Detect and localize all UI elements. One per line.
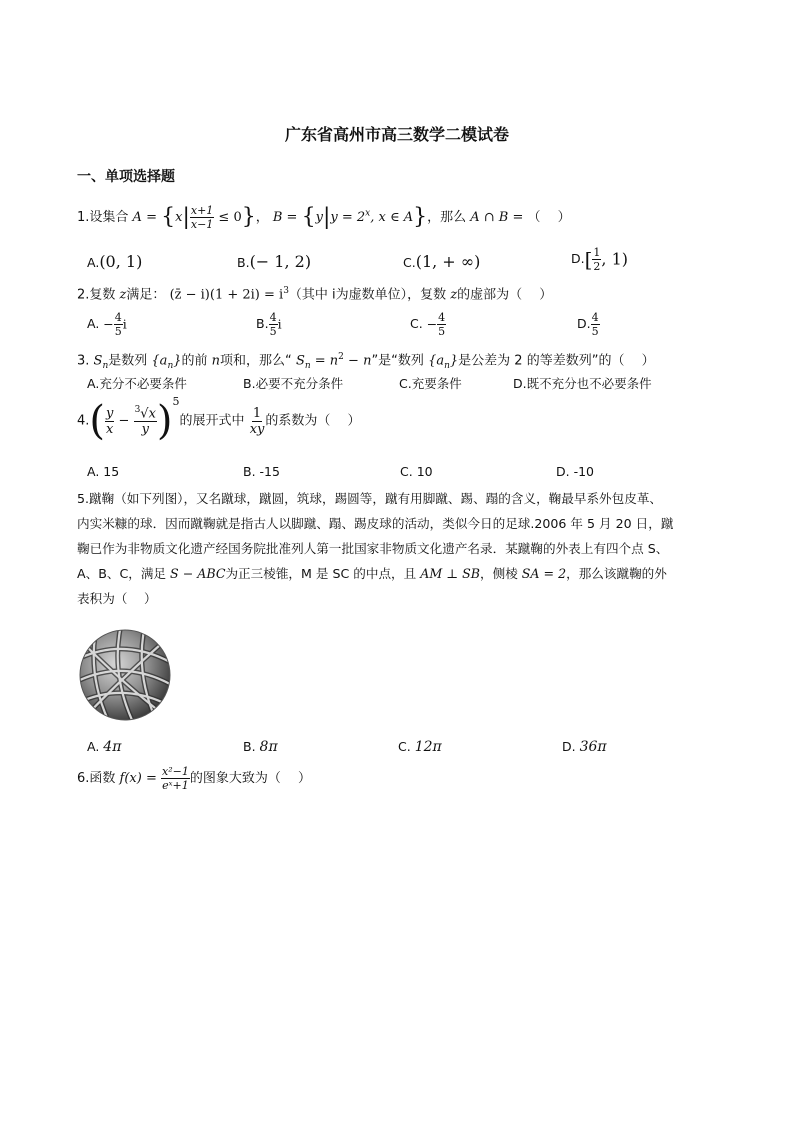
frac-num: 1 bbox=[593, 246, 601, 259]
q5-option-b bbox=[243, 740, 278, 754]
frac-num: 4 bbox=[114, 311, 122, 324]
option-fraction bbox=[591, 312, 600, 337]
question-1 bbox=[77, 205, 571, 230]
option-label: D. bbox=[513, 376, 527, 391]
frac-den: xy bbox=[249, 421, 265, 437]
question-6 bbox=[77, 766, 311, 791]
q1-set-b-eq: y = 2 bbox=[330, 210, 366, 225]
q1-b-brace-close: } bbox=[413, 204, 428, 230]
q6-function: f(x) = bbox=[119, 771, 161, 786]
q5-text-d: ，那么该蹴鞠的外 bbox=[566, 566, 667, 581]
frac-num bbox=[134, 406, 157, 422]
option-text: 10 bbox=[416, 464, 433, 479]
frac-num: y bbox=[106, 405, 114, 421]
option-expr: 8π bbox=[259, 739, 278, 755]
q3-an-2-sub: n bbox=[444, 360, 450, 371]
q3-an-2: {a bbox=[428, 353, 445, 369]
option-expr: , 1) bbox=[601, 249, 629, 269]
q3-eq-sub: n bbox=[304, 360, 311, 371]
option-fraction bbox=[437, 312, 446, 337]
option-expr: 4π bbox=[103, 739, 122, 755]
q2-equation: (z̄ − i)(1 + 2i) = i bbox=[169, 287, 284, 303]
q4-minus: − bbox=[118, 413, 130, 429]
option-label: B. bbox=[256, 316, 269, 331]
option-label: A. bbox=[87, 255, 100, 270]
q4-paren-open: ( bbox=[89, 398, 106, 444]
option-unit: i bbox=[122, 316, 127, 332]
q1-set-a-cond: ≤ 0 bbox=[218, 210, 242, 225]
q4-option-c bbox=[400, 466, 433, 479]
option-label: B. bbox=[243, 739, 256, 754]
q1-option-b bbox=[237, 254, 311, 270]
q5-text-b: 为正三棱锥，M 是 SC 的中点，且 bbox=[225, 566, 417, 581]
q5-edge: SA = 2 bbox=[521, 566, 567, 581]
q6-number: 6.函数 bbox=[77, 771, 116, 786]
option-text: 充分不必要条件 bbox=[99, 376, 187, 391]
q1-brace-open: { bbox=[161, 204, 176, 230]
option-bracket: [ bbox=[584, 247, 593, 272]
cuju-ball-image bbox=[78, 628, 172, 722]
option-label: C. bbox=[399, 376, 412, 391]
q1-brace-close: } bbox=[241, 204, 256, 230]
question-2 bbox=[77, 287, 552, 301]
option-expr: 12π bbox=[414, 739, 442, 755]
q6-text: 的图象大致为（ ） bbox=[189, 771, 311, 786]
option-text: 充要条件 bbox=[411, 376, 462, 391]
q5-line-3: 鞠已作为非物质文化遗产经国务院批准列人第一批国家非物质文化遗产名录．某蹴鞠的外表上有四个点 S、 bbox=[77, 541, 669, 556]
q1-set-b-lhs: B = bbox=[272, 210, 302, 225]
frac-num: 4 bbox=[591, 311, 599, 324]
q1-sep: ， bbox=[255, 210, 269, 225]
q4-number: 4. bbox=[77, 413, 90, 429]
option-label: A. bbox=[87, 739, 100, 754]
frac-num: x²−1 bbox=[162, 765, 189, 778]
option-text: 必要不充分条件 bbox=[255, 376, 344, 391]
q3-option-d bbox=[513, 378, 652, 391]
frac-den: 5 bbox=[269, 325, 277, 338]
q3-number: 3. bbox=[77, 353, 90, 369]
option-label: D. bbox=[571, 251, 585, 266]
q5-option-d bbox=[562, 740, 607, 754]
q1-set-a-lhs: A = bbox=[132, 210, 162, 225]
option-label: A. bbox=[87, 464, 100, 479]
q2-number: 2.复数 bbox=[77, 287, 116, 303]
q4-text-1: 的展开式中 bbox=[179, 413, 245, 429]
q3-n: n bbox=[211, 353, 221, 369]
q3-text-1: 是数列 bbox=[108, 353, 148, 369]
page-title: 广东省高州市高三数学二模试卷 bbox=[284, 125, 509, 144]
section-heading: 一、单项选择题 bbox=[77, 169, 175, 185]
option-label: D. bbox=[556, 464, 570, 479]
q2-option-a bbox=[87, 312, 127, 337]
option-label: D. bbox=[577, 316, 591, 331]
q5-text-c: ，侧棱 bbox=[480, 566, 518, 581]
option-label: C. bbox=[400, 464, 413, 479]
q3-an-sub: n bbox=[167, 360, 174, 371]
q2-option-c bbox=[410, 312, 446, 337]
q3-sn: S bbox=[93, 353, 103, 369]
option-label: B. bbox=[237, 255, 250, 270]
option-text: -10 bbox=[573, 464, 595, 479]
q2-eq-exp: 3 bbox=[283, 286, 289, 296]
q5-text-a: A、B、C，满足 bbox=[77, 566, 167, 581]
q2-text-1: 满足： bbox=[126, 287, 166, 303]
q1-option-a bbox=[87, 254, 142, 270]
q2-option-d bbox=[577, 312, 600, 337]
question-4 bbox=[77, 395, 361, 444]
q5-line-2: 内实米糠的球．因而蹴鞠就是指古人以脚蹴、蹋、踢皮球的活动，类似今日的足球.2006 年 5 月 20 日，蹴 bbox=[77, 516, 674, 531]
q4-fraction-3 bbox=[249, 407, 266, 436]
frac-den: 2 bbox=[593, 260, 601, 273]
q3-eq: S bbox=[295, 353, 305, 369]
q3-eq-rest: = n bbox=[310, 353, 339, 369]
option-label: C. bbox=[398, 739, 411, 754]
frac-den: x bbox=[106, 421, 114, 437]
option-expr: (− 1, 2) bbox=[249, 252, 312, 271]
q3-eq-exp: 2 bbox=[338, 352, 344, 362]
q1-answer-paren: （ ） bbox=[527, 210, 571, 225]
option-sign: − bbox=[426, 316, 438, 332]
q1-set-a-var: x bbox=[175, 210, 183, 225]
q3-text-4: ”是“数列 bbox=[371, 353, 424, 369]
q1-b-brace-open: { bbox=[301, 204, 316, 230]
q1-set-b-exp: x bbox=[365, 208, 371, 219]
q2-var-z: z bbox=[119, 287, 127, 303]
option-expr: (1, + ∞) bbox=[415, 252, 481, 271]
option-fraction bbox=[114, 312, 123, 337]
q3-eq-tail: − n bbox=[343, 353, 372, 369]
q3-an: {a bbox=[151, 353, 168, 369]
frac-den: 5 bbox=[591, 325, 599, 338]
frac-den: 5 bbox=[438, 325, 446, 338]
q2-text-3: 的虚部为（ ） bbox=[457, 287, 553, 303]
option-label: A. bbox=[87, 376, 100, 391]
question-3 bbox=[77, 353, 655, 371]
q4-root-index: 3 bbox=[134, 404, 141, 415]
q1-tail: ，那么 bbox=[427, 210, 467, 225]
option-unit: i bbox=[277, 316, 282, 332]
q3-sn-sub: n bbox=[102, 360, 109, 371]
q4-paren-close: ) bbox=[156, 398, 173, 444]
q4-fraction-1 bbox=[105, 407, 114, 436]
q1-set-b-tail: , x ∈ A bbox=[370, 210, 414, 225]
q1-set-b-var: y bbox=[315, 210, 323, 225]
q5-option-c bbox=[398, 740, 442, 754]
frac-den: y bbox=[141, 422, 149, 438]
q5-line-5: 表积为（ ） bbox=[77, 591, 157, 606]
q3-an-close: } bbox=[173, 353, 182, 369]
q1-frac-den: x−1 bbox=[190, 218, 214, 231]
q4-root-expr: √x bbox=[140, 406, 156, 422]
q1-number: 1.设集合 bbox=[77, 210, 129, 225]
option-expr: (0, 1) bbox=[99, 252, 143, 271]
q3-an-2-close: } bbox=[449, 353, 459, 369]
q3-text-2: 的前 bbox=[181, 353, 208, 369]
q2-var-z2: z bbox=[450, 287, 458, 303]
option-expr: 36π bbox=[579, 739, 607, 755]
q1-b-bar: | bbox=[322, 204, 331, 230]
q5-line-1: 5.蹴鞠（如下列图），又名蹴球，蹴圆，筑球，踢圆等，蹴有用脚蹴、踢、蹋的含义，鞠最早系外包皮革、 bbox=[77, 491, 663, 506]
q1-fraction bbox=[190, 205, 214, 230]
q2-text-2: （其中 i为虚数单位），复数 bbox=[288, 287, 447, 303]
q4-exponent: 5 bbox=[172, 395, 180, 409]
q3-text-3: 项和，那么“ bbox=[220, 353, 292, 369]
q1-option-c bbox=[403, 254, 480, 270]
option-label: D. bbox=[562, 739, 576, 754]
q2-option-b bbox=[256, 312, 282, 337]
q1-option-d bbox=[571, 247, 628, 272]
q1-frac-num: x+1 bbox=[190, 204, 214, 217]
q4-option-a bbox=[87, 466, 119, 479]
q1-intersection: A ∩ B = bbox=[470, 210, 528, 225]
option-label: C. bbox=[403, 255, 416, 270]
frac-num: 1 bbox=[252, 405, 262, 421]
option-label: A. bbox=[87, 316, 100, 331]
q4-text-2: 的系数为（ ） bbox=[265, 413, 361, 429]
option-text: -15 bbox=[259, 464, 280, 479]
frac-den: 5 bbox=[114, 325, 122, 338]
q5-pyramid: S − ABC bbox=[170, 566, 226, 581]
q3-option-a bbox=[87, 378, 187, 391]
q4-option-b bbox=[243, 466, 280, 479]
frac-den: eˣ+1 bbox=[162, 779, 189, 792]
option-fraction bbox=[269, 312, 278, 337]
q4-fraction-2 bbox=[134, 406, 157, 436]
q3-text-5: 是公差为 2 的等差数列”的（ ） bbox=[458, 353, 655, 369]
option-text: 既不充分也不必要条件 bbox=[526, 376, 652, 391]
frac-num: 4 bbox=[269, 311, 277, 324]
q4-option-d bbox=[556, 466, 594, 479]
option-label: B. bbox=[243, 464, 256, 479]
frac-num: 4 bbox=[438, 311, 446, 324]
q5-perp: AM ⊥ SB bbox=[420, 566, 480, 581]
q1-bar: | bbox=[182, 204, 190, 230]
q6-fraction bbox=[161, 766, 190, 791]
option-label: C. bbox=[410, 316, 423, 331]
option-sign: − bbox=[103, 316, 114, 332]
option-label: B. bbox=[243, 376, 256, 391]
q5-option-a bbox=[87, 740, 121, 754]
q3-option-c bbox=[399, 378, 462, 391]
question-5 bbox=[77, 486, 727, 611]
option-text: 15 bbox=[103, 464, 120, 479]
q5-line-4 bbox=[77, 561, 727, 586]
q3-option-b bbox=[243, 378, 343, 391]
